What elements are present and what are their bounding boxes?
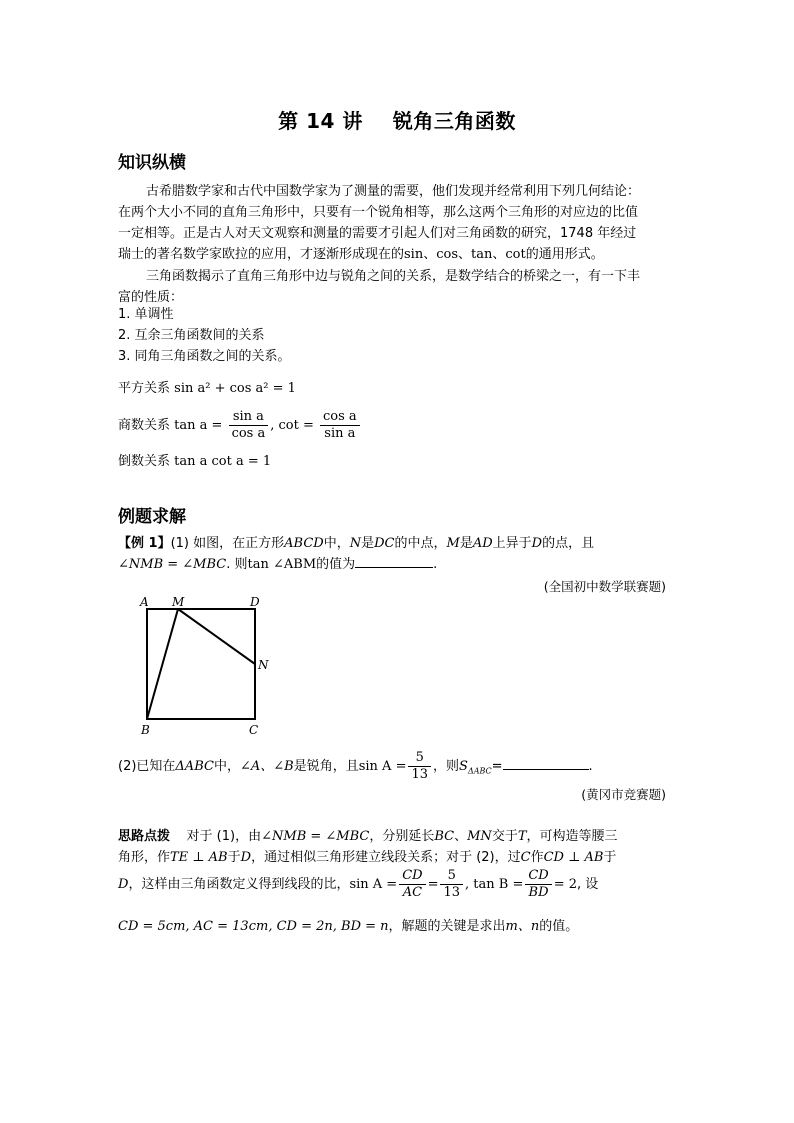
text: . bbox=[433, 557, 438, 572]
text: 于 bbox=[227, 850, 241, 865]
formula-expr: tan a = bbox=[174, 418, 223, 433]
label-b: B bbox=[141, 723, 150, 737]
label-m: M bbox=[172, 595, 185, 609]
source-citation-1: (全国初中数学联赛题) bbox=[543, 579, 666, 594]
math-expr: ∠A、∠B bbox=[239, 759, 294, 774]
denominator: cos a bbox=[231, 426, 266, 441]
text: 中， bbox=[213, 759, 240, 774]
label-a: A bbox=[140, 595, 149, 609]
math-expr: = 2 bbox=[553, 877, 578, 892]
math-expr: CD ⊥ AB bbox=[543, 850, 604, 865]
numerator: sin a bbox=[229, 409, 269, 426]
fraction-cd-ac bbox=[399, 868, 425, 901]
fraction-cd-bd bbox=[525, 868, 551, 901]
text: ，通过相似三角形建立线段关系；对于 (2)，过 bbox=[251, 850, 521, 865]
property-item-1: 1. 单调性 bbox=[118, 307, 174, 322]
fraction-5-13 bbox=[408, 750, 431, 783]
text: (2)已知在 bbox=[118, 759, 176, 774]
formula-label: 倒数关系 bbox=[118, 454, 171, 469]
numerator: CD bbox=[399, 868, 425, 885]
property-item-3: 3. 同角三角函数之间的关系。 bbox=[118, 349, 291, 364]
text: ，这样由三角函数定义得到线段的比， bbox=[128, 877, 350, 892]
math-expr: = bbox=[427, 877, 439, 892]
math-expr: TE ⊥ AB bbox=[170, 850, 228, 865]
math-var: MN bbox=[467, 829, 492, 844]
text: 交于 bbox=[491, 829, 518, 844]
math-var: D bbox=[240, 850, 252, 865]
text: 是锐角，且 bbox=[293, 759, 359, 774]
segment-mb bbox=[147, 609, 178, 719]
label-d: D bbox=[250, 595, 260, 609]
math-var: C bbox=[520, 850, 531, 865]
formula-label: 商数关系 bbox=[118, 418, 171, 433]
example1-line1 bbox=[118, 533, 594, 554]
math-expr: ∠NMB = ∠MBC bbox=[118, 557, 227, 572]
text: 对于 (1)，由 bbox=[186, 829, 262, 844]
intro-p1-line3: 一定相等。正是古人对天文观察和测量的需要才引起人们对三角函数的研究，1748 年经过 bbox=[118, 226, 637, 241]
text: 角形，作 bbox=[118, 850, 171, 865]
math-var: N bbox=[349, 536, 362, 551]
text: 作 bbox=[530, 850, 544, 865]
lecture-topic: 锐角三角函数 bbox=[392, 109, 516, 133]
text: 是 bbox=[361, 536, 375, 551]
text: . bbox=[588, 759, 593, 774]
math-expr: sin A = bbox=[358, 759, 407, 774]
numerator: CD bbox=[525, 868, 551, 885]
math-var: m、n bbox=[505, 919, 540, 934]
formula-label: 平方关系 bbox=[118, 381, 171, 396]
denominator: BD bbox=[528, 885, 549, 900]
label-n: N bbox=[258, 658, 269, 672]
example-tag: 【例 1】 bbox=[118, 536, 171, 551]
math-var: AD bbox=[472, 536, 493, 551]
formula-expr: tan a cot a = 1 bbox=[174, 454, 272, 469]
text: . 则 bbox=[226, 557, 248, 572]
formula-square bbox=[118, 378, 296, 399]
text: 、 bbox=[454, 829, 468, 844]
example1-line2 bbox=[118, 554, 437, 575]
section-heading-examples: 例题求解 bbox=[118, 507, 186, 527]
intro-p1-line1: 古希腊数学家和古代中国数学家为了测量的需要，他们发现并经常利用下列几何结论： bbox=[146, 184, 641, 199]
intro-p2-line2: 富的性质： bbox=[118, 290, 184, 305]
math-expr: sin A = bbox=[349, 877, 398, 892]
fraction-5-13 bbox=[440, 868, 463, 901]
math-expr: tan ∠ABM bbox=[247, 557, 317, 572]
trig-function-names: sin、cos、tan、cot bbox=[404, 247, 526, 262]
text: ，则 bbox=[433, 759, 460, 774]
text: 于 bbox=[603, 850, 617, 865]
numerator: 5 bbox=[440, 868, 463, 885]
intro-text: 的通用形式。 bbox=[525, 247, 604, 262]
hint-label: 思路点拨 bbox=[118, 829, 171, 844]
denominator: sin a bbox=[324, 426, 356, 441]
hint-line1 bbox=[118, 826, 618, 847]
math-expr: , tan B = bbox=[465, 877, 524, 892]
denominator: AC bbox=[402, 885, 423, 900]
text: = bbox=[491, 759, 503, 774]
denominator: 13 bbox=[411, 767, 429, 782]
math-expr: ΔABC bbox=[175, 759, 214, 774]
intro-p2-line1: 三角函数揭示了直角三角形中边与锐角之间的关系，是数学结合的桥梁之一，有一下丰 bbox=[146, 269, 641, 284]
page-title bbox=[0, 105, 794, 134]
formula-expr: , cot = bbox=[270, 418, 314, 433]
answer-blank[interactable] bbox=[503, 757, 589, 770]
intro-text: 瑞士的著名数学家欧拉的应用，才逐渐形成现在的 bbox=[118, 247, 405, 262]
text: ，可构造等腰三 bbox=[526, 829, 618, 844]
intro-p1-line2: 在两个大小不同的直角三角形中，只要有一个锐角相等，那么这两个三角形的对应边的比值 bbox=[118, 205, 639, 220]
text: 的值为 bbox=[316, 557, 356, 572]
hint-line4 bbox=[118, 916, 578, 937]
denominator: 13 bbox=[443, 885, 461, 900]
lecture-number: 第 14 讲 bbox=[278, 109, 363, 133]
segment-mn bbox=[178, 609, 255, 664]
math-expr: CD = 5cm, AC = 13cm, CD = 2n, BD = n bbox=[118, 919, 389, 934]
math-var: S bbox=[459, 759, 468, 774]
label-c: C bbox=[249, 723, 259, 737]
math-var: M bbox=[446, 536, 460, 551]
hint-line3 bbox=[118, 868, 598, 901]
square-figure bbox=[130, 594, 280, 740]
text: , 设 bbox=[577, 877, 599, 892]
numerator: 5 bbox=[408, 750, 431, 767]
property-item-2: 2. 互余三角函数间的关系 bbox=[118, 328, 265, 343]
section-heading-knowledge: 知识纵横 bbox=[118, 153, 186, 173]
fraction-sin-over-cos bbox=[229, 409, 269, 442]
text: ，分别延长 bbox=[369, 829, 435, 844]
math-var: DC bbox=[374, 536, 395, 551]
example1-part2 bbox=[118, 750, 593, 783]
math-var: ABCD bbox=[284, 536, 324, 551]
math-var: D bbox=[531, 536, 543, 551]
text: (1) 如图，在正方形 bbox=[170, 536, 285, 551]
text: 上异于 bbox=[492, 536, 532, 551]
text: 是 bbox=[459, 536, 473, 551]
source-citation-2: (黄冈市竞赛题) bbox=[581, 787, 666, 802]
math-subscript: ΔABC bbox=[467, 766, 492, 776]
math-var: D bbox=[118, 877, 129, 892]
text: 的值。 bbox=[539, 919, 579, 934]
numerator: cos a bbox=[320, 409, 360, 426]
math-var: BC bbox=[434, 829, 455, 844]
hint-line2 bbox=[118, 847, 616, 868]
math-var: T bbox=[517, 829, 527, 844]
text: 的中点， bbox=[394, 536, 447, 551]
fraction-cos-over-sin bbox=[320, 409, 360, 442]
answer-blank[interactable] bbox=[355, 555, 433, 568]
math-expr: ∠NMB = ∠MBC bbox=[261, 829, 370, 844]
text: 的点，且 bbox=[542, 536, 595, 551]
text: ，解题的关键是求出 bbox=[388, 919, 506, 934]
formula-expr: sin a² + cos a² = 1 bbox=[174, 381, 296, 396]
formula-quotient bbox=[118, 409, 362, 442]
text: 中， bbox=[323, 536, 350, 551]
intro-p1-line4 bbox=[118, 244, 604, 265]
formula-reciprocal bbox=[118, 451, 271, 472]
